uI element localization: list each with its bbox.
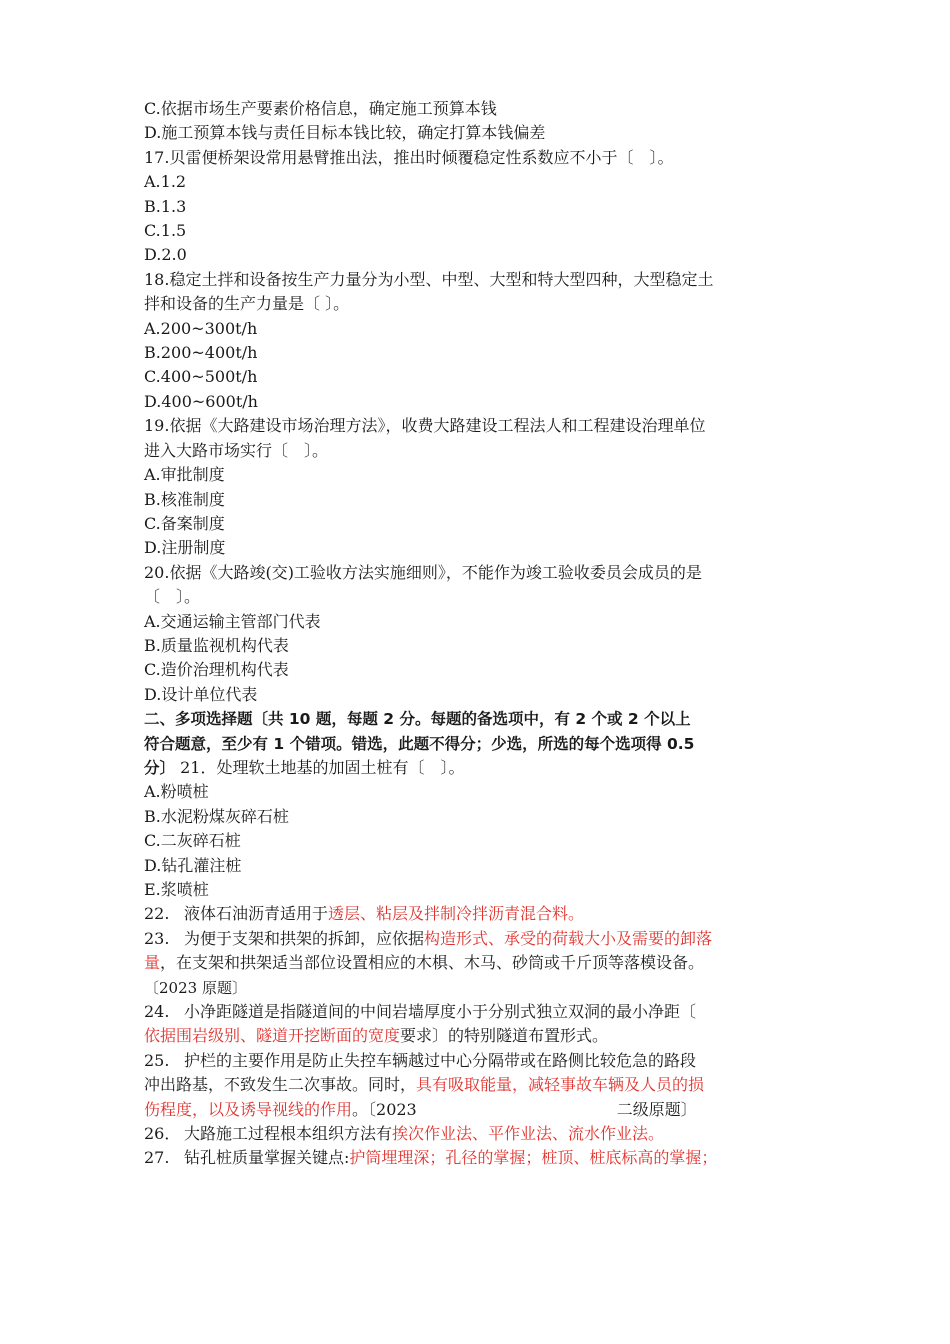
section2-heading-end: 分〕	[144, 758, 176, 777]
q17-option-d: D.2.0	[144, 245, 187, 265]
q16-option-d: D.施工预算本钱与责任目标本钱比较，确定打算本钱偏差	[144, 123, 546, 143]
q20-stem-line1: 20.依据《大路竣(交)工验收方法实施细则》，不能作为竣工验收委员会成员的是	[144, 562, 702, 582]
note-22-text: 液体石油沥青适用于	[184, 904, 329, 924]
note-22-number: 22.	[144, 904, 170, 924]
note-25-line1	[144, 1049, 814, 1073]
q19-option-a: A.审批制度	[144, 465, 225, 485]
note-27	[144, 1146, 814, 1170]
note-23-answer-part1: 构造形式、承受的荷载大小及需要的卸落	[424, 928, 713, 948]
note-25-source-level: 二级原题〕	[616, 1099, 697, 1119]
note-25-line2	[144, 1073, 814, 1097]
q21-option-c: C.二灰碎石桩	[144, 831, 241, 851]
note-24-line2	[144, 1024, 814, 1048]
section2-heading-line1: 二、多项选择题〔共 10 题，每题 2 分。每题的备选项中，有 2 个或 2 个以上	[144, 710, 691, 729]
note-26	[144, 1122, 814, 1146]
note-25-line3	[144, 1098, 814, 1122]
q18-stem-line1: 18.稳定土拌和设备按生产力量分为小型、中型、大型和特大型四种，大型稳定土	[144, 269, 714, 289]
note-24-line1	[144, 1000, 814, 1024]
q20-option-d: D.设计单位代表	[144, 684, 258, 704]
note-25-source-year: 。〔2023	[352, 1099, 417, 1119]
note-25-number: 25.	[144, 1050, 170, 1070]
note-25-text: 护栏的主要作用是防止失控车辆越过中心分隔带或在路侧比较危急的路段	[184, 1050, 697, 1070]
note-25-answer-part1: 具有吸取能量，减轻事故车辆及人员的损	[416, 1075, 705, 1095]
q18-option-b: B.200~400t/h	[144, 343, 258, 363]
section2-heading-line2: 符合题意，至少有 1 个错项。错选，此题不得分；少选，所选的每个选项得 0.5	[144, 734, 695, 753]
q19-option-c: C.备案制度	[144, 513, 225, 533]
q20-option-a: A.交通运输主管部门代表	[144, 611, 321, 631]
q17-option-c: C.1.5	[144, 221, 187, 241]
q17-option-b: B.1.3	[144, 196, 187, 216]
q19-option-d: D.注册制度	[144, 538, 226, 558]
note-24-text: 小净距隧道是指隧道间的中间岩墙厚度小于分别式独立双洞的最小净距〔	[184, 1002, 697, 1022]
note-25-text2: 冲出路基，不致发生二次事故。同时，	[144, 1075, 417, 1095]
q21-option-a: A.粉喷桩	[144, 782, 209, 802]
q20-option-c: C.造价治理机构代表	[144, 660, 289, 680]
q21-option-e: E.浆喷桩	[144, 880, 209, 899]
note-26-text: 大路施工过程根本组织方法有	[184, 1124, 393, 1144]
q18-option-c: C.400~500t/h	[144, 367, 258, 387]
note-27-text: 钻孔桩质量掌握关键点:	[184, 1148, 350, 1168]
q18-stem-line2: 拌和设备的生产力量是〔 〕。	[144, 294, 350, 314]
note-22	[144, 902, 814, 926]
q21-stem: 21．处理软土地基的加固土桩有〔 〕。	[175, 757, 465, 777]
q21-option-b: B.水泥粉煤灰碎石桩	[144, 806, 289, 826]
note-27-number: 27.	[144, 1148, 170, 1168]
q18-option-d: D.400~600t/h	[144, 391, 258, 411]
document-content	[144, 97, 814, 1171]
q18-option-a: A.200~300t/h	[144, 318, 258, 338]
note-23-answer-part2: 量	[144, 953, 161, 973]
note-27-answer: 护筒埋理深；孔径的掌握；桩顶、桩底标高的掌握；	[349, 1148, 718, 1168]
q21-option-d: D.钻孔灌注桩	[144, 855, 242, 875]
q19-option-b: B.核准制度	[144, 489, 225, 509]
note-23-text: 为便于支架和拱架的拆卸，应依据	[184, 928, 425, 948]
note-26-number: 26．	[144, 1124, 181, 1144]
note-23-text2: ，在支架和拱架适当部位设置相应的木椇、木马、砂筒或千斤顶等落模设备。	[160, 953, 705, 973]
q17-option-a: A.1.2	[144, 172, 187, 192]
note-22-answer: 透层、粘层及拌制冷拌沥青混合料。	[328, 904, 585, 924]
q20-stem-line2: 〔 〕。	[144, 587, 201, 607]
q19-stem-line1: 19.依据《大路建设市场治理方法》，收费大路建设工程法人和工程建设治理单位	[144, 416, 706, 436]
q19-stem-line2: 进入大路市场实行〔 〕。	[144, 440, 329, 460]
note-24-number: 24.	[144, 1002, 170, 1022]
note-23-number: 23.	[144, 928, 170, 948]
note-24-text2: 要求〕的特别隧道布置形式。	[400, 1026, 609, 1046]
note-26-answer: 挨次作业法、平作业法、流水作业法。	[392, 1124, 665, 1144]
note-25-answer-part2: 伤程度，以及诱导视线的作用	[144, 1099, 353, 1119]
note-24-answer: 依据围岩级别、隧道开挖断面的宽度	[144, 1026, 401, 1046]
section2-heading-line3	[144, 756, 814, 780]
q17-stem: 17.贝雷便桥架设常用悬臂推出法，推出时倾覆稳定性系数应不小于〔 〕。	[144, 147, 674, 167]
note-23-line1	[144, 927, 814, 951]
note-23-source: 〔2023 原题〕	[144, 978, 247, 997]
note-23-line2	[144, 951, 814, 975]
q20-option-b: B.质量监视机构代表	[144, 635, 289, 655]
q16-option-c: C.依据市场生产要素价格信息，确定施工预算本钱	[144, 99, 497, 118]
